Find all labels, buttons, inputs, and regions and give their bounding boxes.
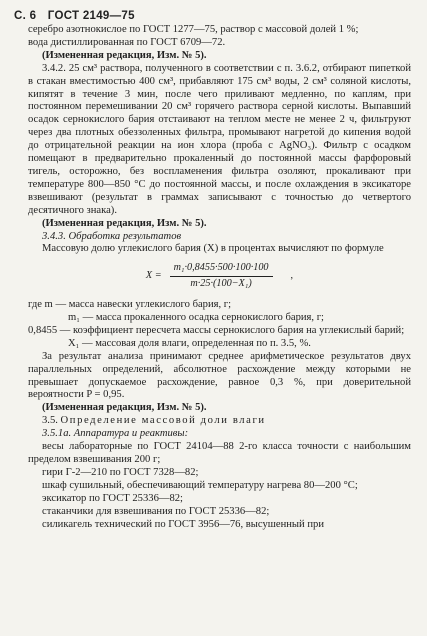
definition-m: где m — масса навески углекислого бария, г;: [28, 299, 232, 311]
formula-numerator: m₁·0,8455·500·100·100: [170, 262, 273, 277]
section-3-5-number: 3.5.: [42, 415, 58, 427]
formula-fraction: [170, 262, 273, 291]
clause-3-4-2: 3.4.2. 25 см³ раствора, полученного в соответствии с п. 3.6.2, отбирают пипеткой в стакан вместимостью 400 см³, прибавляют 175 см³ воды, 2 см³ соляной кислоты, кипятят в течение 3 мин, после чего приливают медленно, по каплям, при постоянном перемешивании 20 см³ горячего раствора серной кислоты. Выпавший осадок сернокислого бария отстаивают на теплом месте не менее 2 ч, фильтруют через два плотных обеззоленных фильтра, промывают нагретой до кипения водой до отрицательной реакции на ион хлора (проба с AgNO₃). Фильтр с осадком помещают в предварительно прокаленный до постоянной массы фарфоровый тигель, осторожно, без воспламенения фильтра озоляют, прокаливают при температуре 800—850 °С до постоянной массы, и после охлаждения в эксикаторе взвешивают (результат в граммах записывают с точностью до четвертого десятичного знака).: [28, 62, 411, 216]
edition-note: (Измененная редакция, Изм. № 5).: [42, 49, 207, 61]
formula-tail: ,: [290, 270, 294, 282]
edition-note: (Измененная редакция, Изм. № 5).: [42, 402, 207, 414]
formula: [28, 262, 411, 291]
reagent-water: вода дистиллированная по ГОСТ 6709—72.: [28, 36, 226, 48]
section-3-5-heading: [28, 415, 411, 428]
section-3-5-title: Определение массовой доли влаги: [60, 415, 266, 427]
clause-3-4-3-heading: 3.4.3. Обработка результатов: [42, 230, 182, 242]
formula-denominator: m·25·(100−X₁): [190, 278, 252, 290]
edition-note: (Измененная редакция, Изм. № 5).: [42, 217, 207, 229]
formula-lhs: X =: [145, 270, 162, 282]
definition-m1: m₁ — масса прокаленного осадка сернокислого бария, г;: [68, 312, 324, 324]
clause-3-5-1a-heading: 3.5.1а. Аппаратура и реактивы:: [42, 428, 189, 440]
standard-code: ГОСТ 2149—75: [47, 10, 135, 22]
equipment-desiccator: эксикатор по ГОСТ 25336—82;: [42, 492, 184, 504]
result-statement: За результат анализа принимают среднее арифметическое результатов двух параллельных определений, абсолютное расхождение между которыми не превышает допускаемое расхождение, равное 0,3 %, при доверительной вероятности P = 0,95.: [28, 350, 411, 401]
equipment-drying-cabinet: шкаф сушильный, обеспечивающий температуру нагрева 80—200 °С;: [42, 479, 358, 491]
document-body: [28, 24, 411, 531]
equipment-silica-gel: силикагель технический по ГОСТ 3956—76, высушенный при: [42, 518, 325, 530]
equipment-scales: весы лабораторные по ГОСТ 24104—88 2-го класса точности с наибольшим пределом взвешивания 200 г;: [28, 441, 411, 465]
page-header: [14, 10, 143, 22]
page-number: С. 6: [14, 10, 37, 22]
definition-coefficient: 0,8455 — коэффициент пересчета массы сернокислого бария на углекислый барий;: [28, 324, 405, 336]
clause-3-4-3-text: Массовую долю углекислого бария (X) в процентах вычисляют по формуле: [42, 243, 384, 255]
reagent-silver-nitrate: серебро азотнокислое по ГОСТ 1277—75, раствор с массовой долей 1 %;: [28, 24, 359, 35]
equipment-weights: гири Г-2—210 по ГОСТ 7328—82;: [42, 466, 199, 478]
equipment-weighing-cups: стаканчики для взвешивания по ГОСТ 25336—82;: [42, 505, 270, 517]
definition-x1: X₁ — массовая доля влаги, определенная по п. 3.5, %.: [68, 337, 311, 349]
